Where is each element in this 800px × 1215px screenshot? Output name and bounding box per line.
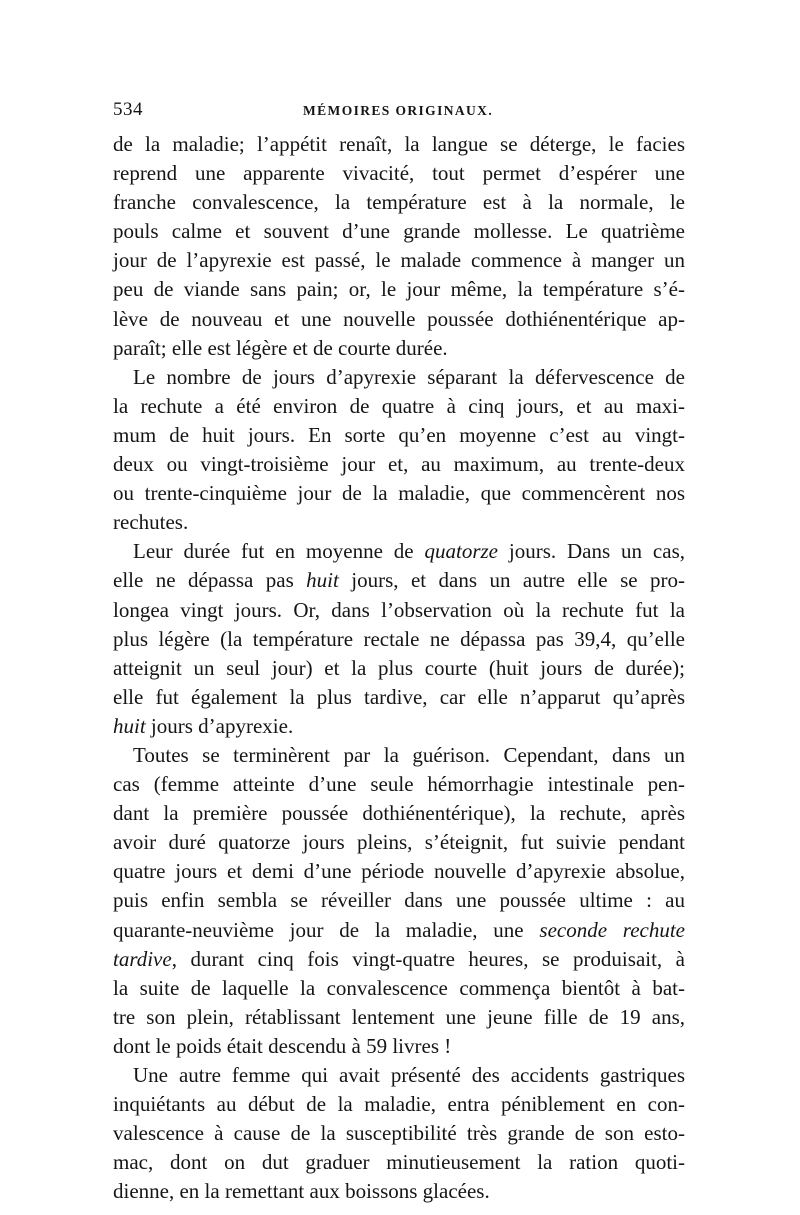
text-line: franche convalescence, la température est à la normale, le	[113, 190, 685, 215]
text-line: quatre jours et demi d’une période nouvelle d’apyrexie absolue,	[113, 859, 685, 884]
text-line: atteignit un seul jour) et la plus courte (huit jours de durée);	[113, 655, 685, 680]
text-line: jour de l’apyrexie est passé, le malade commence à manger un	[113, 248, 685, 273]
italic-run: tardive	[113, 946, 172, 971]
text-line: avoir duré quatorze jours pleins, s’éteignit, fut suivie pendant	[113, 830, 685, 855]
text-line: puis enfin sembla se réveiller dans une poussée ultime : au	[113, 888, 685, 913]
text-run: Leur durée fut en moyenne de	[133, 539, 425, 564]
text-line	[113, 945, 685, 974]
italic-run: quatorze	[424, 539, 498, 564]
text-line	[113, 566, 685, 595]
text-line: valescence à cause de la susceptibilité très grande de son esto-	[113, 1121, 685, 1146]
text-line: plus légère (la température rectale ne dépassa pas 39,4, qu’elle	[113, 626, 685, 651]
text-run: , durant cinq fois vingt-quatre heures, se produisait, à	[171, 946, 685, 971]
text-line	[113, 537, 685, 566]
text-line: deux ou vingt-troisième jour et, au maximum, au trente-deux	[113, 452, 685, 477]
text-line: dienne, en la remettant aux boissons glacées.	[113, 1179, 490, 1204]
text-line: peu de viande sans pain; or, le jour même, la température s’é-	[113, 277, 685, 302]
running-title: MÉMOIRES ORIGINAUX.	[303, 103, 494, 118]
text-run: elle ne dépassa pas	[113, 568, 307, 593]
text-run: jours d’apyrexie.	[145, 713, 294, 738]
italic-run: huit	[113, 713, 146, 738]
text-line: inquiétants au début de la maladie, entra péniblement en con-	[113, 1092, 685, 1117]
text-line: Le nombre de jours d’apyrexie séparant la défervescence de	[133, 364, 685, 389]
italic-run: huit	[306, 568, 339, 593]
text-line: reprend une apparente vivacité, tout permet d’espérer une	[113, 161, 685, 186]
text-line: mac, dont on dut graduer minutieusement la ration quoti-	[113, 1150, 685, 1175]
text-line: paraît; elle est légère et de courte durée.	[113, 335, 448, 360]
text-line: de la maladie; l’appétit renaît, la langue se déterge, le facies	[113, 132, 685, 156]
text-line: pouls calme et souvent d’une grande mollesse. Le quatrième	[113, 219, 685, 244]
text-run: jours, et dans un autre elle se pro-	[338, 568, 685, 593]
text-line: mum de huit jours. En sorte qu’en moyenne c’est au vingt-	[113, 422, 685, 447]
text-line: cas (femme atteinte d’une seule hémorrhagie intestinale pen-	[113, 772, 685, 797]
body-text	[113, 130, 685, 1206]
page-number: 534	[113, 99, 143, 120]
text-line: Toutes se terminèrent par la guérison. Cependant, dans un	[133, 742, 685, 767]
text-line: dant la première poussée dothiénentérique), la rechute, après	[113, 801, 685, 826]
text-line: ou trente-cinquième jour de la maladie, que commencèrent nos	[113, 481, 685, 506]
text-line	[113, 916, 685, 945]
text-line: tre son plein, rétablissant lentement une jeune fille de 19 ans,	[113, 1004, 685, 1029]
text-line: la rechute a été environ de quatre à cinq jours, et au maxi-	[113, 393, 685, 418]
text-line: Une autre femme qui avait présenté des accidents gastriques	[133, 1063, 685, 1087]
text-line: longea vingt jours. Or, dans l’observation où la rechute fut la	[113, 597, 685, 622]
italic-run: seconde rechute	[539, 917, 685, 942]
text-line	[113, 712, 685, 741]
running-head	[113, 99, 685, 123]
text-line: elle fut également la plus tardive, car elle n’apparut qu’après	[113, 684, 685, 709]
text-line: rechutes.	[113, 510, 189, 535]
text-line: lève de nouveau et une nouvelle poussée dothiénentérique ap-	[113, 306, 685, 331]
text-run: quarante-neuvième jour de la maladie, une	[113, 917, 540, 942]
text-run: jours. Dans un cas,	[498, 539, 685, 564]
text-line: dont le poids était descendu à 59 livres !	[113, 1033, 452, 1058]
text-line: la suite de laquelle la convalescence commença bientôt à bat-	[113, 975, 685, 1000]
